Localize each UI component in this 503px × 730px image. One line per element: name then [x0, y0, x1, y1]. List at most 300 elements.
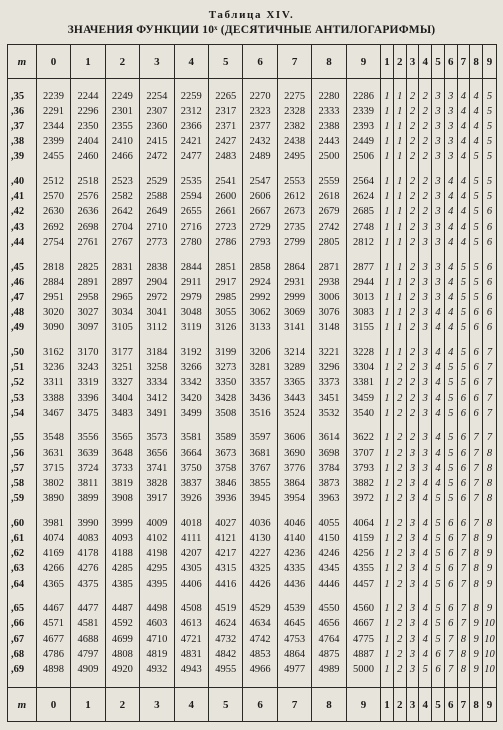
difference-cell: 4	[419, 647, 432, 662]
difference-cell: 4	[432, 345, 445, 360]
value-cell: 2366	[174, 119, 208, 134]
value-cell: 4932	[140, 662, 174, 677]
value-cell: 2985	[208, 290, 242, 305]
mantissa-cell: ,48	[8, 305, 37, 320]
value-cell: 2673	[277, 204, 311, 219]
value-cell: 2844	[174, 259, 208, 274]
mantissa-cell: ,56	[8, 445, 37, 460]
difference-cell: 6	[470, 320, 483, 335]
value-cell: 2710	[140, 220, 174, 235]
difference-cell: 10	[483, 647, 497, 662]
difference-cell: 3	[419, 275, 432, 290]
value-cell: 2965	[105, 290, 139, 305]
value-cell: 4027	[208, 516, 242, 531]
value-cell: 3475	[71, 406, 105, 421]
value-cell: 4121	[208, 531, 242, 546]
difference-cell: 1	[393, 305, 406, 320]
header-cell: 1	[381, 45, 394, 79]
value-cell: 2500	[312, 149, 346, 164]
table-row	[8, 119, 497, 134]
value-cell: 3436	[243, 390, 277, 405]
value-cell: 4875	[312, 647, 346, 662]
value-cell: 4966	[243, 662, 277, 677]
difference-cell: 2	[393, 576, 406, 591]
value-cell: 3304	[346, 360, 380, 375]
value-cell: 3837	[174, 476, 208, 491]
value-cell: 2280	[312, 89, 346, 104]
value-cell: 4285	[105, 561, 139, 576]
difference-cell: 3	[432, 174, 445, 189]
table-number: Таблица XIV.	[208, 9, 295, 21]
value-cell: 2600	[208, 189, 242, 204]
difference-cell: 3	[419, 406, 432, 421]
mantissa-cell: ,59	[8, 491, 37, 506]
value-cell: 2655	[174, 204, 208, 219]
value-cell: 2904	[140, 275, 174, 290]
difference-cell: 6	[444, 601, 457, 616]
difference-cell: 7	[470, 476, 483, 491]
value-cell: 4592	[105, 616, 139, 631]
value-cell: 2612	[277, 189, 311, 204]
difference-cell: 4	[432, 476, 445, 491]
value-cell: 4764	[312, 631, 346, 646]
difference-cell: 5	[470, 174, 483, 189]
difference-cell: 7	[470, 445, 483, 460]
difference-cell: 2	[393, 546, 406, 561]
value-cell: 3148	[312, 320, 346, 335]
value-cell: 4159	[346, 531, 380, 546]
value-cell: 2979	[174, 290, 208, 305]
value-cell: 4266	[36, 561, 70, 576]
value-cell: 2455	[36, 149, 70, 164]
value-cell: 3258	[140, 360, 174, 375]
difference-cell: 7	[483, 345, 497, 360]
mantissa-cell: ,57	[8, 461, 37, 476]
value-cell: 3548	[36, 430, 70, 445]
difference-cell: 2	[406, 305, 419, 320]
difference-cell: 2	[406, 104, 419, 119]
value-cell: 4150	[312, 531, 346, 546]
value-cell: 3565	[105, 430, 139, 445]
difference-cell: 5	[483, 89, 497, 104]
value-cell: 2570	[36, 189, 70, 204]
value-cell: 3715	[36, 461, 70, 476]
difference-cell: 7	[483, 390, 497, 405]
table-row	[8, 616, 497, 631]
value-cell: 3467	[36, 406, 70, 421]
difference-cell: 5	[432, 516, 445, 531]
difference-cell: 7	[483, 375, 497, 390]
value-cell: 3945	[243, 491, 277, 506]
table-title: ЗНАЧЕНИЯ ФУНКЦИИ 10ˣ (ДЕСЯТИЧНЫЕ АНТИЛОГАРИФМЫ)	[67, 24, 436, 36]
value-cell: 3451	[312, 390, 346, 405]
group-spacer	[8, 592, 497, 601]
value-cell: 4436	[277, 576, 311, 591]
difference-cell: 1	[393, 104, 406, 119]
value-cell: 2825	[71, 259, 105, 274]
value-cell: 3243	[71, 360, 105, 375]
value-cell: 4732	[208, 631, 242, 646]
header-cell: 6	[243, 45, 277, 79]
mantissa-cell: ,39	[8, 149, 37, 164]
value-cell: 3622	[346, 430, 380, 445]
value-cell: 3664	[174, 445, 208, 460]
difference-cell: 2	[419, 104, 432, 119]
table-row	[8, 445, 497, 460]
value-cell: 3199	[208, 345, 242, 360]
value-cell: 3681	[243, 445, 277, 460]
value-cell: 3707	[346, 445, 380, 460]
difference-cell: 4	[419, 476, 432, 491]
difference-cell: 2	[406, 134, 419, 149]
difference-cell: 5	[444, 461, 457, 476]
value-cell: 4130	[243, 531, 277, 546]
difference-cell: 6	[457, 390, 470, 405]
value-cell: 2421	[174, 134, 208, 149]
value-cell: 3289	[277, 360, 311, 375]
value-cell: 3963	[312, 491, 346, 506]
value-cell: 3516	[243, 406, 277, 421]
value-cell: 2871	[312, 259, 346, 274]
value-cell: 4217	[208, 546, 242, 561]
difference-cell: 4	[432, 320, 445, 335]
value-cell: 3170	[71, 345, 105, 360]
value-cell: 2449	[346, 134, 380, 149]
value-cell: 4467	[36, 601, 70, 616]
footer-cell: 3	[140, 688, 174, 722]
difference-cell: 4	[432, 406, 445, 421]
value-cell: 3846	[208, 476, 242, 491]
difference-cell: 3	[419, 360, 432, 375]
value-cell: 2858	[243, 259, 277, 274]
value-cell: 4102	[140, 531, 174, 546]
value-cell: 2606	[243, 189, 277, 204]
value-cell: 3076	[312, 305, 346, 320]
value-cell: 4457	[346, 576, 380, 591]
table-row	[8, 320, 497, 335]
difference-cell: 3	[419, 290, 432, 305]
difference-cell: 2	[393, 461, 406, 476]
value-cell: 4797	[71, 647, 105, 662]
value-cell: 2399	[36, 134, 70, 149]
value-cell: 2938	[312, 275, 346, 290]
difference-cell: 1	[381, 119, 394, 134]
value-cell: 3936	[208, 491, 242, 506]
difference-cell: 4	[444, 290, 457, 305]
difference-cell: 4	[419, 491, 432, 506]
difference-cell: 1	[393, 345, 406, 360]
value-cell: 2851	[208, 259, 242, 274]
value-cell: 2254	[140, 89, 174, 104]
value-cell: 3648	[105, 445, 139, 460]
difference-cell: 5	[470, 220, 483, 235]
mantissa-cell: ,61	[8, 531, 37, 546]
value-cell: 2624	[346, 189, 380, 204]
value-cell: 4246	[312, 546, 346, 561]
value-cell: 3327	[105, 375, 139, 390]
value-cell: 2388	[312, 119, 346, 134]
value-cell: 3228	[346, 345, 380, 360]
value-cell: 2518	[71, 174, 105, 189]
value-cell: 2773	[140, 235, 174, 250]
value-cell: 2393	[346, 119, 380, 134]
value-cell: 2489	[243, 149, 277, 164]
difference-cell: 6	[457, 461, 470, 476]
table-row	[8, 406, 497, 421]
value-cell: 3540	[346, 406, 380, 421]
value-cell: 3855	[243, 476, 277, 491]
mantissa-cell: ,60	[8, 516, 37, 531]
difference-cell: 3	[406, 647, 419, 662]
value-cell: 3698	[312, 445, 346, 460]
value-cell: 2582	[105, 189, 139, 204]
table-row	[8, 89, 497, 104]
difference-cell: 7	[457, 576, 470, 591]
mantissa-cell: ,55	[8, 430, 37, 445]
difference-cell: 4	[444, 275, 457, 290]
value-cell: 2312	[174, 104, 208, 119]
mantissa-cell: ,51	[8, 360, 37, 375]
header-cell: 7	[277, 45, 311, 79]
mantissa-cell: ,66	[8, 616, 37, 631]
value-cell: 4315	[208, 561, 242, 576]
value-cell: 2328	[277, 104, 311, 119]
value-cell: 2483	[208, 149, 242, 164]
footer-cell: 3	[406, 688, 419, 722]
value-cell: 3097	[71, 320, 105, 335]
difference-cell: 6	[483, 220, 497, 235]
value-cell: 2742	[312, 220, 346, 235]
mantissa-cell: ,52	[8, 375, 37, 390]
difference-cell: 4	[470, 89, 483, 104]
difference-cell: 5	[419, 662, 432, 677]
value-cell: 2275	[277, 89, 311, 104]
difference-cell: 8	[457, 631, 470, 646]
difference-cell: 1	[393, 220, 406, 235]
value-cell: 2415	[140, 134, 174, 149]
value-cell: 3062	[243, 305, 277, 320]
difference-cell: 1	[393, 275, 406, 290]
difference-cell: 1	[393, 320, 406, 335]
difference-cell: 4	[457, 235, 470, 250]
value-cell: 4355	[346, 561, 380, 576]
value-cell: 2951	[36, 290, 70, 305]
difference-cell: 3	[406, 601, 419, 616]
value-cell: 3155	[346, 320, 380, 335]
difference-cell: 3	[406, 476, 419, 491]
difference-cell: 4	[419, 616, 432, 631]
difference-cell: 3	[406, 662, 419, 677]
value-cell: 2477	[174, 149, 208, 164]
value-cell: 2754	[36, 235, 70, 250]
value-cell: 4236	[277, 546, 311, 561]
value-cell: 3112	[140, 320, 174, 335]
value-cell: 3999	[105, 516, 139, 531]
difference-cell: 1	[381, 561, 394, 576]
value-cell: 4519	[208, 601, 242, 616]
value-cell: 3673	[208, 445, 242, 460]
footer-cell: 5	[432, 688, 445, 722]
mantissa-cell: ,69	[8, 662, 37, 677]
value-cell: 4093	[105, 531, 139, 546]
difference-cell: 5	[432, 576, 445, 591]
table-row	[8, 601, 497, 616]
difference-cell: 2	[419, 134, 432, 149]
difference-cell: 5	[457, 275, 470, 290]
value-cell: 3133	[243, 320, 277, 335]
value-cell: 2917	[208, 275, 242, 290]
difference-cell: 2	[393, 561, 406, 576]
difference-cell: 5	[457, 305, 470, 320]
difference-cell: 2	[406, 235, 419, 250]
difference-cell: 2	[419, 204, 432, 219]
value-cell: 4753	[277, 631, 311, 646]
value-cell: 2350	[71, 119, 105, 134]
difference-cell: 2	[406, 204, 419, 219]
difference-cell: 5	[444, 360, 457, 375]
difference-cell: 9	[483, 576, 497, 591]
value-cell: 4898	[36, 662, 70, 677]
difference-cell: 4	[419, 546, 432, 561]
table-row	[8, 531, 497, 546]
value-cell: 3802	[36, 476, 70, 491]
difference-cell: 6	[457, 516, 470, 531]
mantissa-cell: ,64	[8, 576, 37, 591]
difference-cell: 4	[470, 134, 483, 149]
difference-cell: 7	[470, 491, 483, 506]
value-cell: 2466	[105, 149, 139, 164]
difference-cell: 1	[381, 406, 394, 421]
difference-cell: 5	[444, 445, 457, 460]
value-cell: 4188	[105, 546, 139, 561]
value-cell: 3828	[140, 476, 174, 491]
difference-cell: 4	[432, 305, 445, 320]
value-cell: 2958	[71, 290, 105, 305]
difference-cell: 2	[406, 290, 419, 305]
value-cell: 2735	[277, 220, 311, 235]
value-cell: 2541	[208, 174, 242, 189]
value-cell: 4603	[140, 616, 174, 631]
group-spacer	[8, 506, 497, 515]
value-cell: 3741	[140, 461, 174, 476]
difference-cell: 1	[381, 134, 394, 149]
table-row	[8, 631, 497, 646]
difference-cell: 1	[393, 189, 406, 204]
difference-cell: 5	[470, 189, 483, 204]
header-cell: 3	[406, 45, 419, 79]
difference-cell: 4	[457, 189, 470, 204]
difference-cell: 9	[483, 546, 497, 561]
difference-cell: 1	[381, 149, 394, 164]
value-cell: 3319	[71, 375, 105, 390]
value-cell: 2495	[277, 149, 311, 164]
difference-cell: 2	[393, 375, 406, 390]
value-cell: 4018	[174, 516, 208, 531]
difference-cell: 3	[419, 305, 432, 320]
value-cell: 3428	[208, 390, 242, 405]
mantissa-cell: ,58	[8, 476, 37, 491]
value-cell: 4178	[71, 546, 105, 561]
value-cell: 2323	[243, 104, 277, 119]
difference-cell: 4	[432, 445, 445, 460]
difference-cell: 5	[444, 390, 457, 405]
value-cell: 2618	[312, 189, 346, 204]
value-cell: 4571	[36, 616, 70, 631]
header-cell: 9	[483, 45, 497, 79]
value-cell: 4842	[208, 647, 242, 662]
difference-cell: 6	[483, 320, 497, 335]
difference-cell: 1	[393, 119, 406, 134]
value-cell: 3006	[312, 290, 346, 305]
difference-cell: 2	[393, 531, 406, 546]
value-cell: 2704	[105, 220, 139, 235]
difference-cell: 8	[457, 647, 470, 662]
value-cell: 3334	[140, 375, 174, 390]
value-cell: 2576	[71, 189, 105, 204]
difference-cell: 1	[381, 390, 394, 405]
difference-cell: 4	[419, 631, 432, 646]
footer-cell: 5	[208, 688, 242, 722]
value-cell: 3459	[346, 390, 380, 405]
value-cell: 2553	[277, 174, 311, 189]
table-row	[8, 104, 497, 119]
difference-cell: 1	[381, 531, 394, 546]
difference-cell: 1	[381, 647, 394, 662]
difference-cell: 9	[483, 601, 497, 616]
difference-cell: 2	[406, 149, 419, 164]
difference-cell: 1	[393, 134, 406, 149]
value-cell: 4416	[208, 576, 242, 591]
value-cell: 2564	[346, 174, 380, 189]
value-cell: 4613	[174, 616, 208, 631]
value-cell: 3767	[243, 461, 277, 476]
value-cell: 2642	[105, 204, 139, 219]
value-cell: 2410	[105, 134, 139, 149]
value-cell: 4943	[174, 662, 208, 677]
table-row	[8, 516, 497, 531]
value-cell: 3214	[277, 345, 311, 360]
difference-cell: 9	[483, 531, 497, 546]
value-cell: 2767	[105, 235, 139, 250]
footer-row	[8, 688, 497, 722]
value-cell: 4775	[346, 631, 380, 646]
value-cell: 3631	[36, 445, 70, 460]
value-cell: 4853	[243, 647, 277, 662]
footer-cell: 2	[105, 688, 139, 722]
group-spacer	[8, 79, 497, 89]
difference-cell: 1	[381, 235, 394, 250]
difference-cell: 2	[419, 189, 432, 204]
value-cell: 2630	[36, 204, 70, 219]
header-cell: 7	[457, 45, 470, 79]
value-cell: 2799	[277, 235, 311, 250]
difference-cell: 9	[470, 662, 483, 677]
difference-cell: 2	[393, 631, 406, 646]
difference-cell: 3	[432, 89, 445, 104]
difference-cell: 6	[457, 430, 470, 445]
difference-cell: 5	[457, 360, 470, 375]
mantissa-cell: ,68	[8, 647, 37, 662]
mantissa-cell: ,62	[8, 546, 37, 561]
value-cell: 3556	[71, 430, 105, 445]
value-cell: 4721	[174, 631, 208, 646]
value-cell: 4624	[208, 616, 242, 631]
value-cell: 3273	[208, 360, 242, 375]
difference-cell: 3	[419, 390, 432, 405]
header-cell: 2	[393, 45, 406, 79]
value-cell: 3192	[174, 345, 208, 360]
table-row	[8, 305, 497, 320]
